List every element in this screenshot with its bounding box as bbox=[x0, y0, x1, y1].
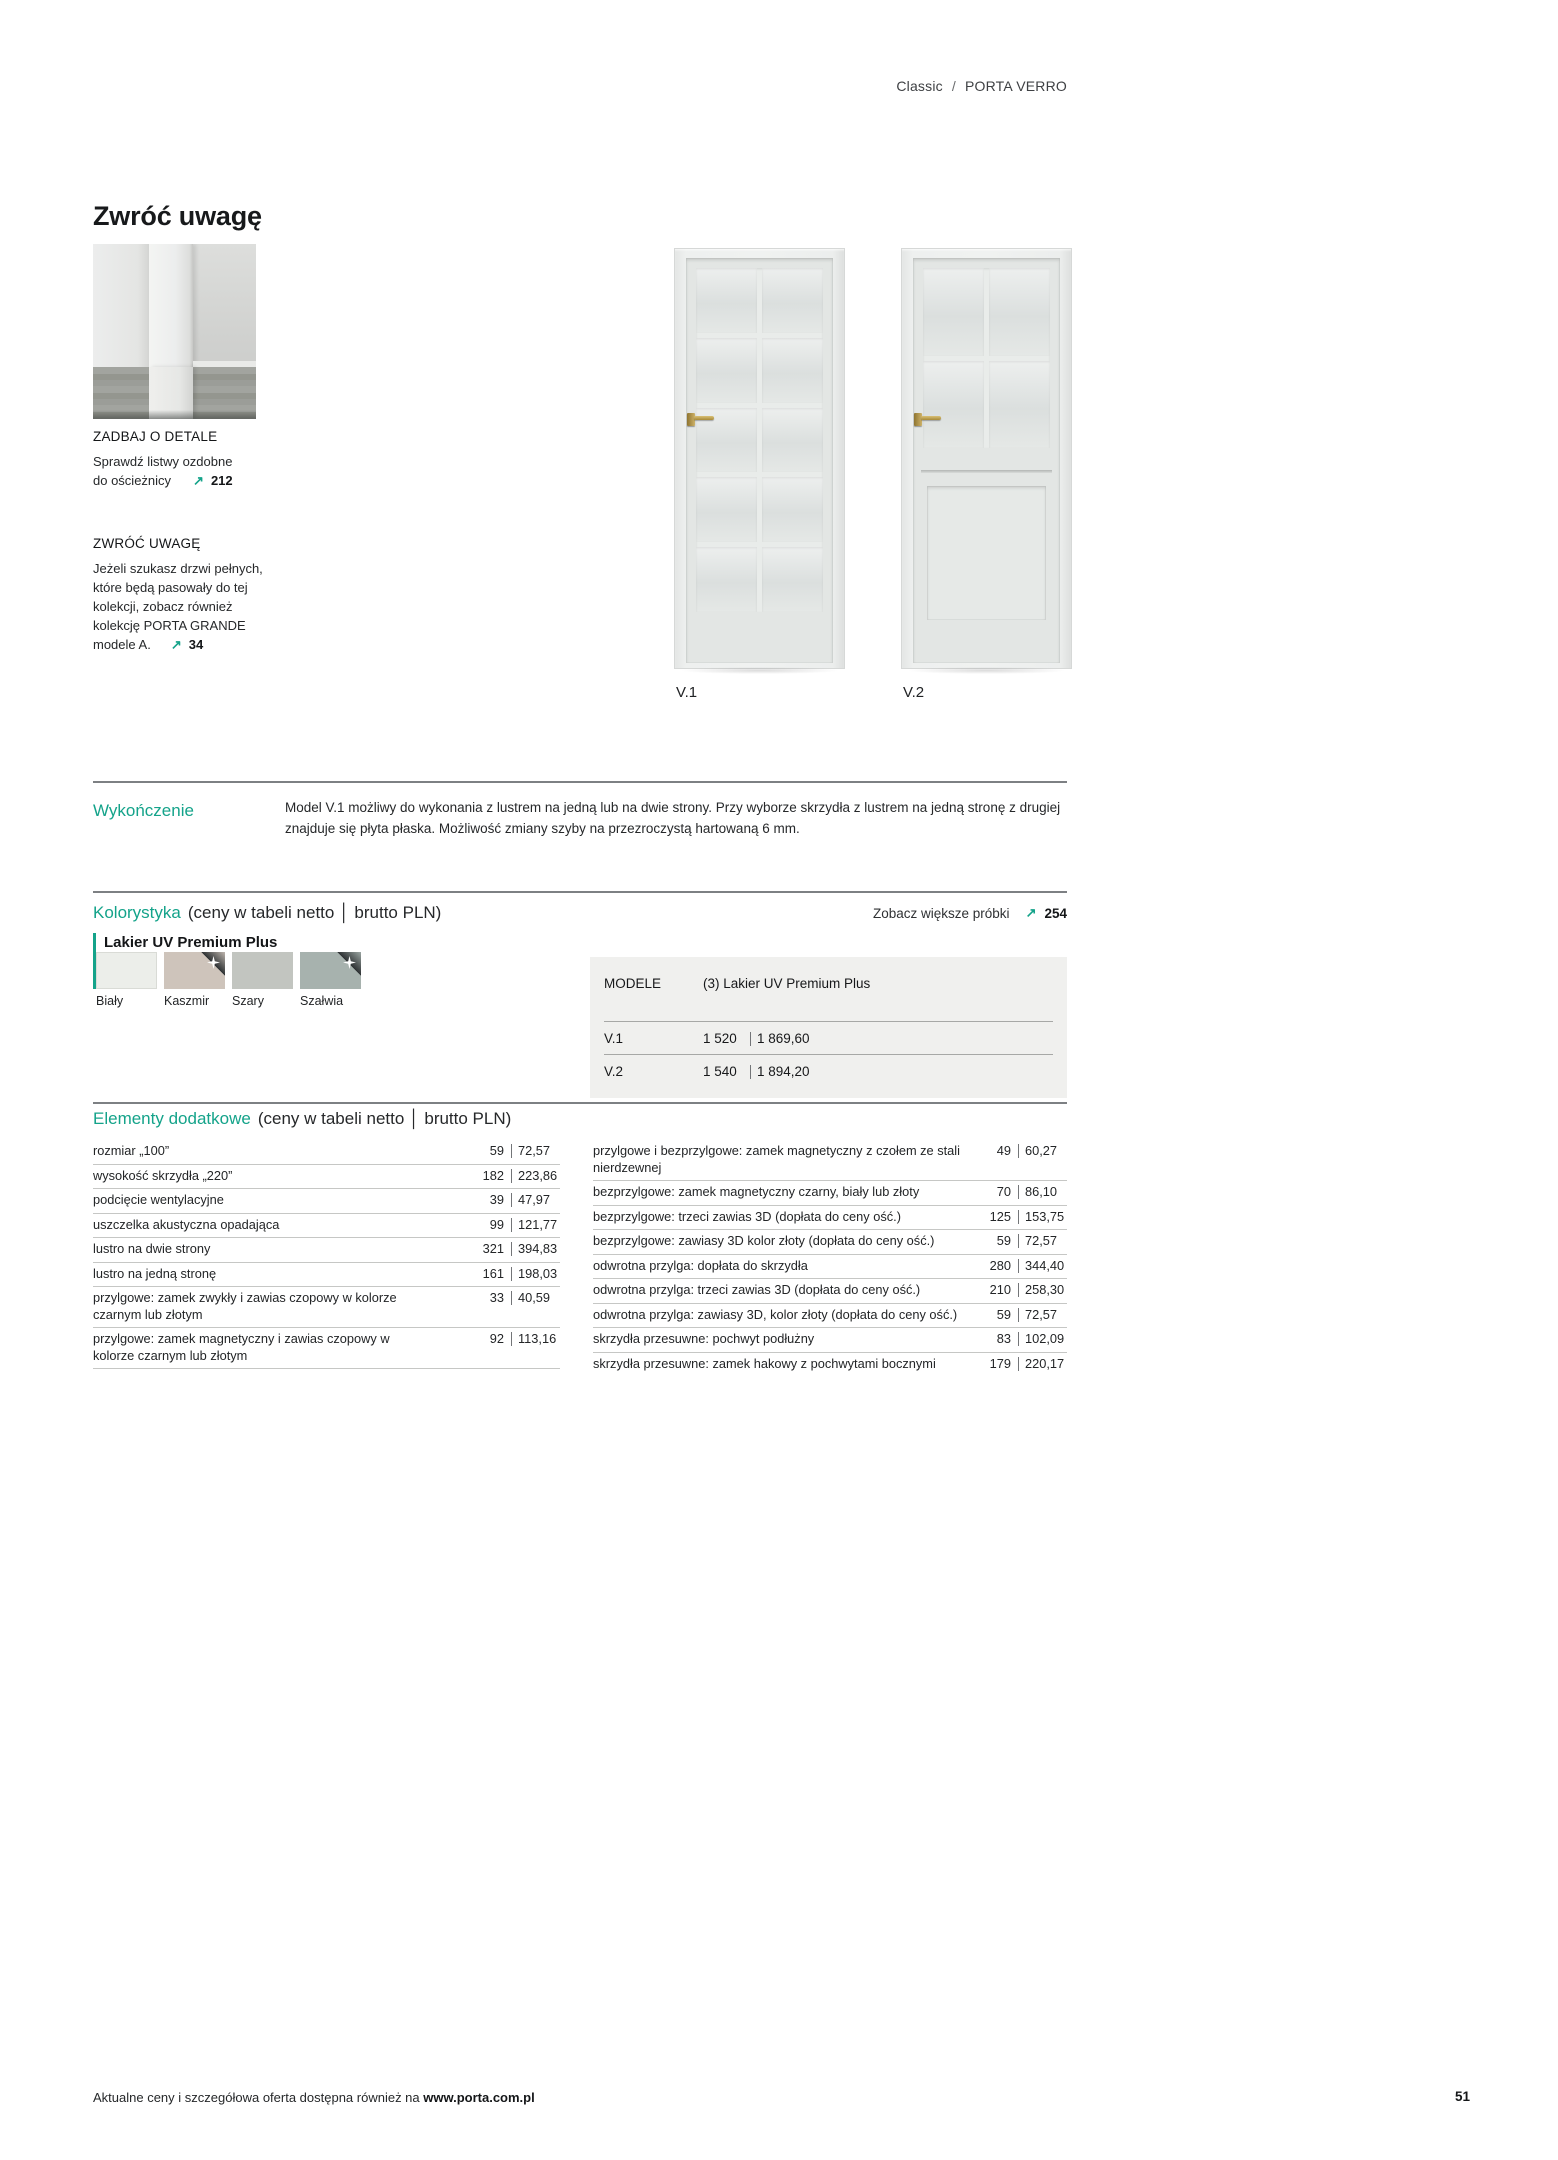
extras-row-price bbox=[981, 1258, 1067, 1273]
extras-row bbox=[93, 1238, 560, 1263]
extras-row-label: bezprzylgowe: zawiasy 3D kolor złoty (dopłata do ceny ość.) bbox=[593, 1233, 935, 1248]
extras-row-label: lustro na dwie strony bbox=[93, 1241, 211, 1256]
colors-heading: Kolorystyka (ceny w tabeli netto │ brutto PLN) bbox=[93, 903, 442, 922]
door-handle-icon bbox=[914, 413, 940, 427]
price-brutto: 1 869,60 bbox=[757, 1030, 810, 1046]
extras-row-price bbox=[474, 1217, 560, 1232]
extras-row-label: przylgowe: zamek magnetyczny i zawias czopowy w kolorze czarnym lub złotym bbox=[93, 1331, 390, 1363]
breadcrumb-section: Classic bbox=[896, 78, 943, 94]
finish-description: Model V.1 możliwy do wykonania z lustrem na jedną lub na dwie strony. Przy wyborze skrzydła z lustrem na jedną stronę z drugiej znajduje się płyta płaska. Możliwość zmiany szyby na przezroczystą hartowaną 6 mm. bbox=[285, 800, 1061, 836]
extras-row-label: przylgowe i bezprzylgowe: zamek magnetyczny z czołem ze stali nierdzewnej bbox=[593, 1143, 960, 1175]
price-divider bbox=[511, 1218, 512, 1232]
extras-row-label: uszczelka akustyczna opadająca bbox=[93, 1216, 280, 1232]
door-v1-leaf bbox=[686, 258, 833, 663]
table-row: V.2 1 540 1 894,20 bbox=[604, 1054, 1053, 1087]
section-divider bbox=[93, 891, 1067, 893]
extras-row-price bbox=[981, 1143, 1067, 1158]
swatch-row bbox=[96, 952, 361, 1008]
col-models: MODELE bbox=[604, 976, 662, 991]
detail-page-ref-link[interactable]: 212 bbox=[210, 473, 233, 488]
price-brutto: 153,75 bbox=[1025, 1208, 1065, 1224]
extras-row-price bbox=[981, 1331, 1067, 1346]
price-divider bbox=[1018, 1259, 1019, 1273]
door-v2-glazing bbox=[923, 268, 1050, 448]
note-card-text bbox=[93, 559, 263, 654]
price-brutto: 198,03 bbox=[518, 1265, 558, 1281]
extras-row bbox=[593, 1140, 1067, 1181]
price-netto: 161 bbox=[482, 1265, 504, 1281]
price-divider bbox=[1018, 1144, 1019, 1158]
price-brutto: 394,83 bbox=[518, 1241, 558, 1256]
price-divider bbox=[511, 1144, 512, 1158]
extras-row-label: odwrotna przylga: zawiasy 3D, kolor złoty (dopłata do ceny ość.) bbox=[593, 1306, 958, 1322]
extras-row-price bbox=[981, 1184, 1067, 1199]
price-netto: 59 bbox=[996, 1233, 1011, 1248]
price-divider bbox=[1018, 1332, 1019, 1346]
finish-heading: Wykończenie bbox=[93, 801, 194, 820]
swatch-szary: Szary bbox=[232, 952, 293, 1008]
price-brutto: 72,57 bbox=[518, 1143, 551, 1158]
footer-note: Aktualne ceny i szczegółowa oferta dostępna również na www.porta.com.pl bbox=[93, 2090, 535, 2105]
note-page-ref-link[interactable]: 34 bbox=[188, 637, 204, 652]
price-table bbox=[590, 957, 1067, 1098]
door-v1-glazing bbox=[696, 268, 823, 612]
extras-row bbox=[593, 1206, 1067, 1231]
extras-row bbox=[593, 1353, 1067, 1377]
extras-row-price bbox=[981, 1356, 1067, 1371]
price-netto: 125 bbox=[989, 1208, 1011, 1224]
price-brutto: 344,40 bbox=[1025, 1257, 1065, 1273]
price-brutto: 102,09 bbox=[1025, 1331, 1065, 1346]
samples-page-ref-link[interactable]: 254 bbox=[1044, 905, 1067, 921]
extras-list-left bbox=[93, 1140, 560, 1369]
price-divider bbox=[1018, 1210, 1019, 1224]
arrow-up-right-icon: ↗ bbox=[1025, 905, 1037, 920]
price-brutto: 220,17 bbox=[1025, 1355, 1065, 1371]
note-line: kolekcji, zobacz również bbox=[93, 599, 233, 614]
detail-card-line2: do ościeżnicy ↗ 212 bbox=[93, 473, 233, 488]
premium-corner bbox=[164, 952, 225, 989]
door-v2-flat-panel bbox=[927, 486, 1046, 620]
door-label-v2: V.2 bbox=[903, 684, 925, 701]
breadcrumb bbox=[896, 78, 1067, 94]
price-divider bbox=[1018, 1234, 1019, 1248]
extras-row-label: skrzydła przesuwne: zamek hakowy z pochwytami bocznymi bbox=[593, 1355, 936, 1371]
price-netto: 83 bbox=[996, 1331, 1011, 1346]
breadcrumb-separator: / bbox=[951, 78, 956, 94]
price-netto: 33 bbox=[489, 1290, 504, 1305]
extras-row bbox=[593, 1181, 1067, 1206]
extras-row-price bbox=[981, 1282, 1067, 1297]
footer-url-link[interactable]: www.porta.com.pl bbox=[423, 2090, 535, 2105]
extras-row bbox=[93, 1214, 560, 1239]
extras-row bbox=[593, 1328, 1067, 1353]
door-v2-rail bbox=[921, 470, 1052, 473]
note-line-last: modele A. ↗ 34 bbox=[93, 637, 204, 652]
extras-row-price bbox=[981, 1209, 1067, 1224]
section-divider bbox=[93, 1102, 1067, 1104]
extras-row-label: rozmiar „100” bbox=[93, 1143, 170, 1158]
page-number: 51 bbox=[1454, 2089, 1470, 2104]
extras-row-price bbox=[474, 1331, 560, 1346]
premium-corner bbox=[300, 952, 361, 989]
price-divider bbox=[750, 1032, 751, 1046]
note-line: Jeżeli szukasz drzwi pełnych, bbox=[93, 561, 263, 576]
extras-row bbox=[593, 1279, 1067, 1304]
table-row: V.1 1 520 1 869,60 bbox=[604, 1021, 1053, 1054]
extras-row-label: lustro na jedną stronę bbox=[93, 1265, 217, 1281]
swatch-kaszmir: Kaszmir bbox=[164, 952, 225, 1008]
extras-row-label: odwrotna przylga: dopłata do skrzydła bbox=[593, 1257, 808, 1273]
extras-row-price bbox=[474, 1290, 560, 1305]
breadcrumb-collection: PORTA VERRO bbox=[964, 78, 1067, 94]
colors-heading-suffix: (ceny w tabeli netto │ brutto PLN) bbox=[187, 903, 442, 922]
page-title: Zwróć uwagę bbox=[93, 201, 262, 231]
note-card-title: ZWRÓĆ UWAGĘ bbox=[93, 536, 201, 551]
extras-row-label: podcięcie wentylacyjne bbox=[93, 1192, 224, 1207]
note-line: które będą pasowały do tej bbox=[93, 580, 248, 595]
swatch-szalwia: Szałwia bbox=[300, 952, 361, 1008]
price-netto: 280 bbox=[989, 1257, 1011, 1273]
price-brutto: 72,57 bbox=[1025, 1306, 1058, 1322]
extras-row bbox=[93, 1189, 560, 1214]
extras-heading-suffix: (ceny w tabeli netto │ brutto PLN) bbox=[257, 1109, 512, 1128]
extras-row bbox=[593, 1255, 1067, 1280]
price-table-header bbox=[604, 957, 1053, 1021]
price-divider bbox=[1018, 1283, 1019, 1297]
extras-row bbox=[93, 1165, 560, 1190]
price-brutto: 47,97 bbox=[518, 1192, 551, 1207]
price-divider bbox=[511, 1193, 512, 1207]
price-brutto: 223,86 bbox=[518, 1167, 558, 1183]
note-line: kolekcję PORTA GRANDE bbox=[93, 618, 246, 633]
extras-row-price bbox=[474, 1168, 560, 1183]
price-netto: 1 520 bbox=[703, 1030, 737, 1046]
door-handle-icon bbox=[687, 413, 713, 427]
extras-row-label: przylgowe: zamek zwykły i zawias czopowy w kolorze czarnym lub złotym bbox=[93, 1290, 397, 1322]
price-netto: 1 540 bbox=[703, 1063, 737, 1079]
price-netto: 99 bbox=[489, 1216, 504, 1232]
price-brutto: 258,30 bbox=[1025, 1282, 1065, 1297]
extras-row bbox=[593, 1230, 1067, 1255]
price-divider bbox=[511, 1267, 512, 1281]
extras-row bbox=[93, 1328, 560, 1369]
price-netto: 59 bbox=[489, 1143, 504, 1158]
detail-card-title: ZADBAJ O DETALE bbox=[93, 429, 218, 444]
arrow-up-right-icon: ↗ bbox=[193, 473, 204, 488]
price-divider bbox=[1018, 1185, 1019, 1199]
price-brutto: 1 894,20 bbox=[757, 1063, 810, 1079]
price-netto: 92 bbox=[489, 1331, 504, 1346]
extras-row-price bbox=[474, 1266, 560, 1281]
extras-row-price bbox=[981, 1233, 1067, 1248]
detail-photo bbox=[93, 244, 256, 419]
extras-row-label: wysokość skrzydła „220” bbox=[93, 1167, 233, 1183]
extras-row-label: skrzydła przesuwne: pochwyt podłużny bbox=[593, 1331, 815, 1346]
price-brutto: 121,77 bbox=[518, 1216, 558, 1232]
section-divider bbox=[93, 781, 1067, 783]
door-image-v2 bbox=[901, 248, 1072, 669]
price-brutto: 72,57 bbox=[1025, 1233, 1058, 1248]
extras-row-price bbox=[981, 1307, 1067, 1322]
price-netto: 59 bbox=[996, 1306, 1011, 1322]
price-netto: 179 bbox=[989, 1355, 1011, 1371]
arrow-up-right-icon: ↗ bbox=[170, 637, 182, 652]
price-brutto: 60,27 bbox=[1025, 1143, 1058, 1158]
extras-row-price bbox=[474, 1192, 560, 1207]
col-finish: (3) Lakier UV Premium Plus bbox=[703, 976, 871, 991]
extras-list-right bbox=[593, 1140, 1067, 1376]
price-divider bbox=[511, 1242, 512, 1256]
price-netto: 39 bbox=[489, 1192, 504, 1207]
price-divider bbox=[511, 1169, 512, 1183]
extras-row-label: bezprzylgowe: trzeci zawias 3D (dopłata do ceny ość.) bbox=[593, 1208, 901, 1224]
photo-floor-shadow bbox=[93, 410, 256, 419]
door-v2-leaf bbox=[913, 258, 1060, 663]
price-brutto: 113,16 bbox=[518, 1331, 557, 1346]
extras-row bbox=[93, 1263, 560, 1288]
price-divider bbox=[1018, 1308, 1019, 1322]
door-label-v1: V.1 bbox=[676, 684, 698, 701]
price-netto: 321 bbox=[482, 1241, 504, 1256]
door-image-v1 bbox=[674, 248, 845, 669]
swatch-bialy: Biały bbox=[96, 952, 157, 1008]
price-divider bbox=[511, 1291, 512, 1305]
price-divider bbox=[1018, 1357, 1019, 1371]
price-netto: 182 bbox=[482, 1167, 504, 1183]
extras-heading: Elementy dodatkowe (ceny w tabeli netto │ brutto PLN) bbox=[93, 1109, 512, 1128]
extras-row-label: bezprzylgowe: zamek magnetyczny czarny, biały lub złoty bbox=[593, 1184, 920, 1199]
finish-group-label: Lakier UV Premium Plus bbox=[104, 934, 278, 951]
photo-door-leaf bbox=[93, 244, 149, 367]
extras-row-label: odwrotna przylga: trzeci zawias 3D (dopłata do ceny ość.) bbox=[593, 1282, 921, 1297]
price-brutto: 40,59 bbox=[518, 1290, 551, 1305]
extras-row bbox=[593, 1304, 1067, 1329]
price-netto: 210 bbox=[989, 1282, 1011, 1297]
price-netto: 70 bbox=[996, 1184, 1011, 1199]
price-netto: 49 bbox=[996, 1143, 1011, 1158]
price-brutto: 86,10 bbox=[1025, 1184, 1058, 1199]
photo-architrave-trim bbox=[149, 244, 193, 373]
price-divider bbox=[750, 1065, 751, 1079]
extras-row-price bbox=[474, 1143, 560, 1158]
extras-row bbox=[93, 1140, 560, 1165]
detail-card-line1: Sprawdź listwy ozdobne bbox=[93, 454, 233, 469]
samples-link[interactable]: Zobacz większe próbki ↗ 254 bbox=[873, 905, 1067, 921]
extras-row-price bbox=[474, 1241, 560, 1256]
extras-row bbox=[93, 1287, 560, 1328]
price-divider bbox=[511, 1332, 512, 1346]
